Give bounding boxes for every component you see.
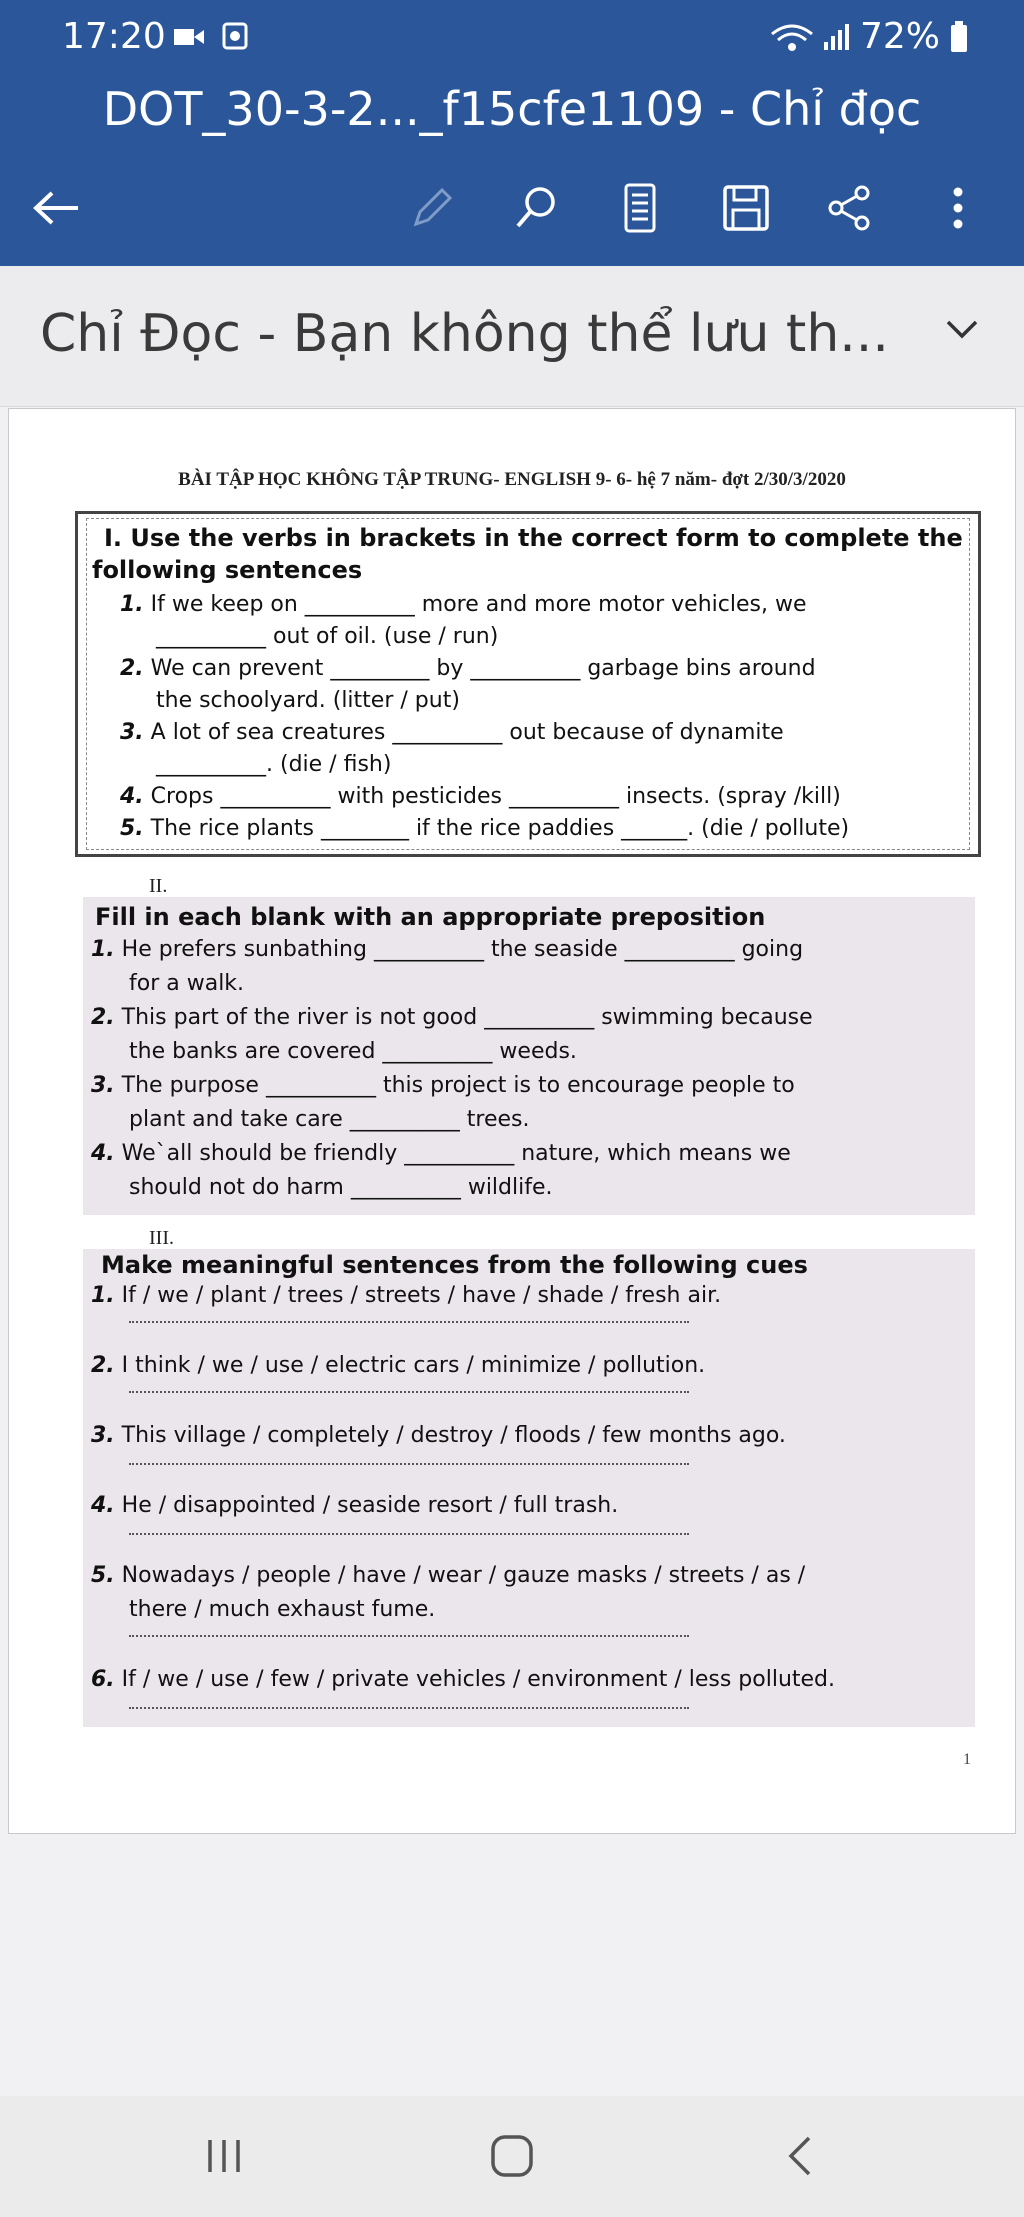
battery-icon	[950, 21, 968, 53]
exercise-line	[129, 1039, 577, 1064]
pencil-icon[interactable]	[402, 178, 462, 238]
answer-line	[129, 1463, 689, 1465]
exercise-line	[120, 656, 816, 681]
item-text: If we keep on __________ more and more motor vehicles, we	[150, 592, 807, 617]
item-text: The purpose __________ this project is to encourage people to	[121, 1073, 795, 1098]
back-icon[interactable]	[770, 2126, 830, 2186]
battery-percent: 72%	[859, 16, 940, 57]
exercise-line	[156, 624, 498, 649]
exercise-line	[120, 592, 806, 617]
item-text: for a walk.	[129, 971, 245, 996]
system-nav-bar	[0, 2096, 1024, 2217]
item-number: 3.	[120, 720, 144, 745]
item-text: Crops __________ with pesticides __________ insects. (spray /kill)	[150, 784, 841, 809]
exercise-line	[91, 1667, 835, 1692]
item-text: A lot of sea creatures __________ out because of dynamite	[150, 720, 784, 745]
toolbar	[0, 172, 1024, 242]
document-page	[8, 408, 1016, 1834]
item-text: the banks are covered __________ weeds.	[129, 1039, 577, 1064]
exercise-line	[91, 1493, 618, 1518]
exercise-line	[91, 1353, 705, 1378]
item-text: If / we / plant / trees / streets / have / shade / fresh air.	[121, 1283, 722, 1308]
share-icon[interactable]	[820, 178, 880, 238]
recent-apps-icon[interactable]	[194, 2126, 254, 2186]
section-3-roman: III.	[149, 1227, 174, 1249]
item-number: 1.	[120, 592, 144, 617]
section-2	[83, 897, 975, 1215]
exercise-line	[91, 1073, 795, 1098]
item-text: there / much exhaust fume.	[129, 1597, 436, 1622]
exercise-line	[129, 1107, 529, 1132]
answer-line	[129, 1707, 689, 1709]
screenshot-icon	[222, 22, 248, 54]
item-number: 6.	[91, 1667, 115, 1692]
exercise-line	[91, 1005, 813, 1030]
page-number: 1	[963, 1751, 971, 1768]
item-text: the schoolyard. (litter / put)	[156, 688, 460, 713]
exercise-line	[129, 1597, 435, 1622]
item-text: This part of the river is not good __________ swimming because	[121, 1005, 813, 1030]
document-title: DOT_30-3-2..._f15cfe1109 - Chỉ đọc	[102, 82, 922, 136]
signal-icon	[824, 22, 850, 52]
status-bar	[0, 0, 1024, 72]
exercise-line	[129, 971, 244, 996]
exercise-line	[129, 1175, 553, 1200]
reader-icon[interactable]	[610, 178, 670, 238]
item-text: should not do harm __________ wildlife.	[129, 1175, 553, 1200]
item-number: 1.	[91, 937, 115, 962]
exercise-line	[91, 1563, 805, 1588]
answer-line	[129, 1321, 689, 1323]
exercise-line	[120, 784, 841, 809]
back-arrow-icon[interactable]	[26, 178, 86, 238]
item-number: 3.	[91, 1423, 115, 1448]
section-2-roman: II.	[149, 875, 168, 897]
item-number: 5.	[91, 1563, 115, 1588]
item-text: Nowadays / people / have / wear / gauze masks / streets / as /	[121, 1563, 806, 1588]
item-text: We can prevent _________ by __________ garbage bins around	[150, 656, 816, 681]
answer-line	[129, 1533, 689, 1535]
answer-line	[129, 1391, 689, 1393]
exercise-line	[156, 752, 391, 777]
search-icon[interactable]	[506, 178, 566, 238]
item-text: The rice plants ________ if the rice paddies ______. (die / pollute)	[150, 816, 850, 841]
exercise-line	[91, 1141, 791, 1166]
exercise-line	[91, 1283, 721, 1308]
app-bar	[0, 0, 1024, 266]
section-3	[83, 1249, 975, 1727]
item-number: 4.	[91, 1141, 115, 1166]
item-number: 2.	[91, 1353, 115, 1378]
item-number: 1.	[91, 1283, 115, 1308]
save-icon[interactable]	[716, 178, 776, 238]
banner-text: Chỉ Đọc - Bạn không thể lưu th...	[40, 304, 889, 364]
exercise-line	[120, 720, 784, 745]
item-number: 2.	[120, 656, 144, 681]
section-2-heading: Fill in each blank with an appropriate preposition	[95, 903, 766, 931]
item-text: If / we / use / few / private vehicles / environment / less polluted.	[121, 1667, 836, 1692]
read-only-banner[interactable]	[0, 266, 1024, 407]
exercise-line	[120, 816, 849, 841]
item-number: 5.	[120, 816, 144, 841]
item-text: He prefers sunbathing __________ the seaside __________ going	[121, 937, 804, 962]
item-number: 3.	[91, 1073, 115, 1098]
item-text: __________ out of oil. (use / run)	[156, 624, 499, 649]
section-1	[75, 511, 981, 857]
section-1-heading: I. Use the verbs in brackets in the correct form to complete the	[104, 524, 963, 552]
chevron-down-icon[interactable]	[944, 318, 980, 346]
item-text: He / disappointed / seaside resort / full trash.	[121, 1493, 619, 1518]
exercise-line	[91, 937, 803, 962]
video-icon	[174, 26, 204, 52]
section-3-heading: Make meaningful sentences from the following cues	[101, 1251, 808, 1279]
exercise-line	[91, 1423, 786, 1448]
wifi-icon	[770, 22, 814, 52]
status-right	[770, 16, 968, 57]
item-text: This village / completely / destroy / floods / few months ago.	[121, 1423, 786, 1448]
item-number: 4.	[91, 1493, 115, 1518]
section-1-heading-2: following sentences	[92, 556, 363, 584]
item-text: We`all should be friendly __________ nature, which means we	[121, 1141, 791, 1166]
more-icon[interactable]	[928, 178, 988, 238]
status-time: 17:20	[62, 16, 166, 57]
item-text: __________. (die / fish)	[156, 752, 392, 777]
answer-line	[129, 1635, 689, 1637]
exercise-line	[156, 688, 460, 713]
item-text: plant and take care __________ trees.	[129, 1107, 530, 1132]
item-number: 2.	[91, 1005, 115, 1030]
item-text: I think / we / use / electric cars / minimize / pollution.	[121, 1353, 706, 1378]
item-number: 4.	[120, 784, 144, 809]
doc-title: BÀI TẬP HỌC KHÔNG TẬP TRUNG- ENGLISH 9- 6- hệ 7 năm- đợt 2/30/3/2020	[178, 469, 846, 490]
home-icon[interactable]	[482, 2126, 542, 2186]
